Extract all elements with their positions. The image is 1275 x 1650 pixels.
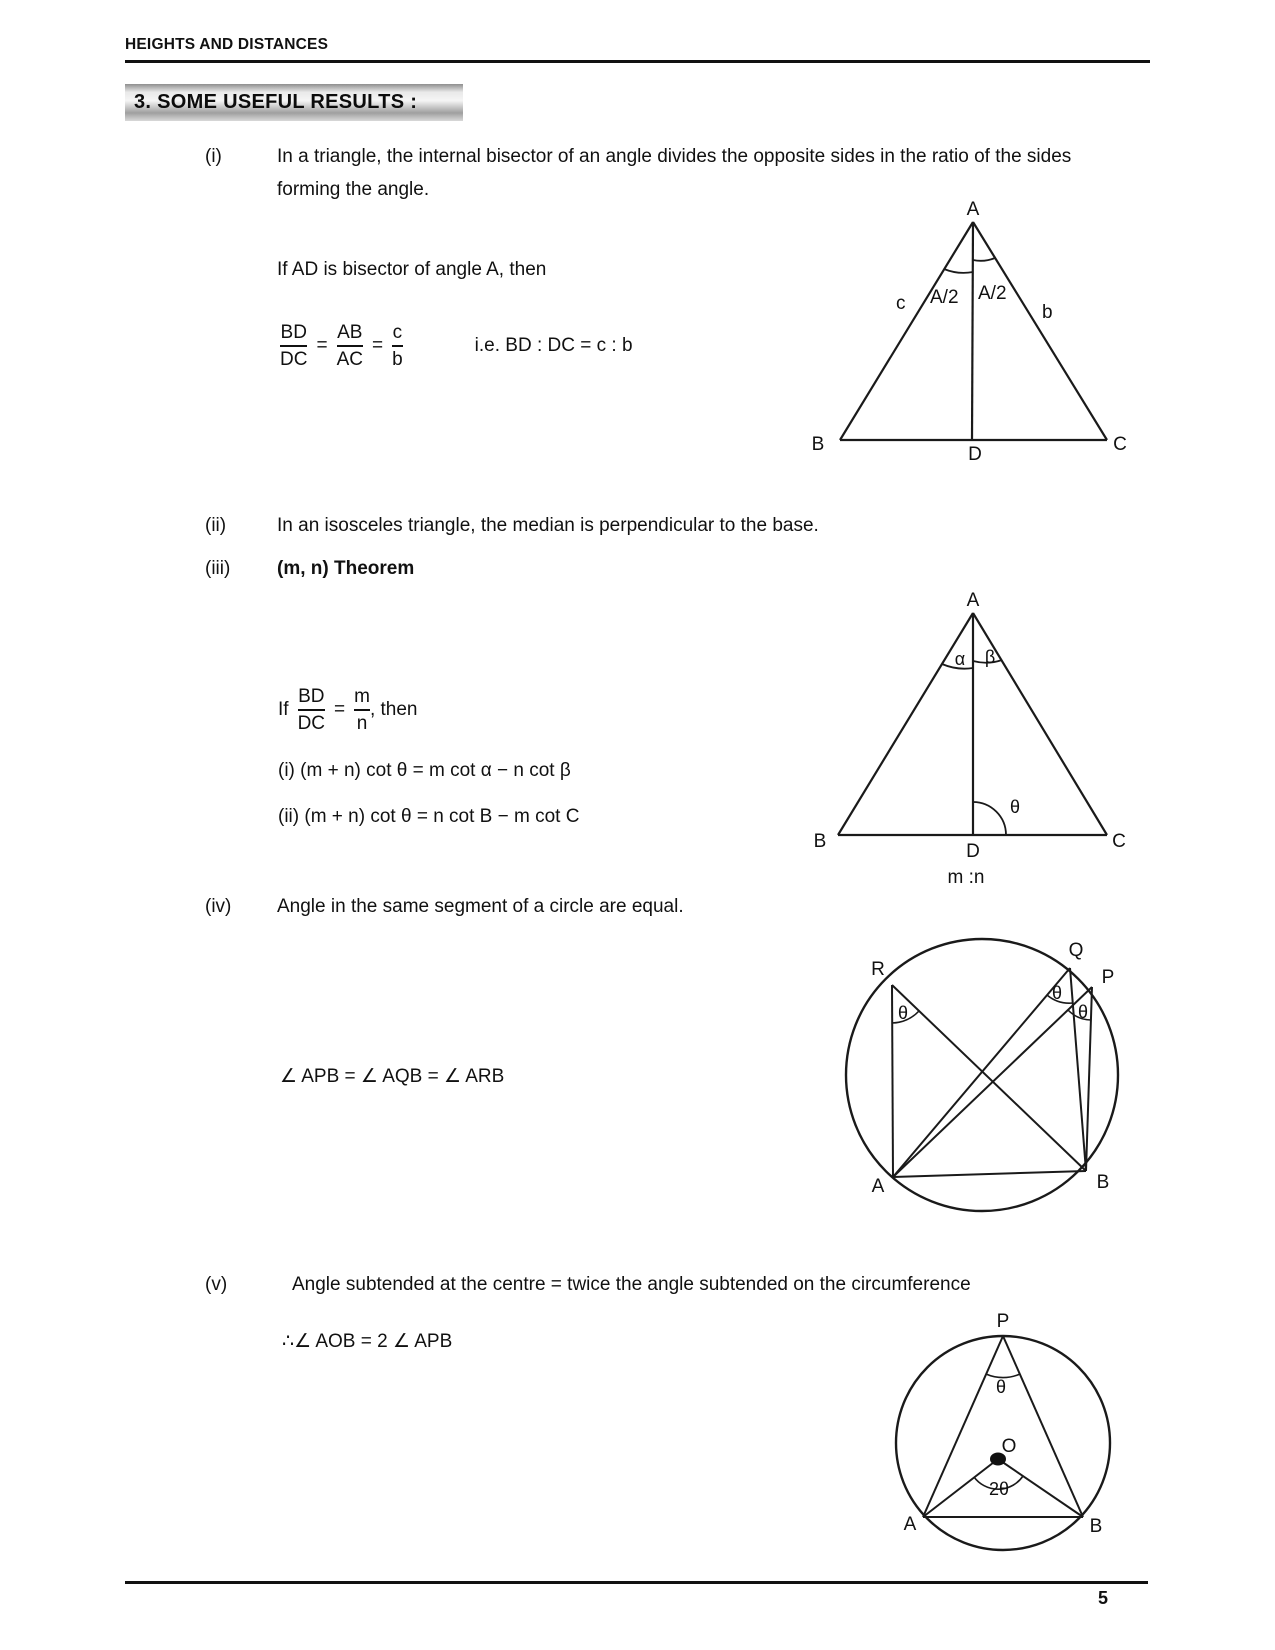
item-iv-text: Angle in the same segment of a circle are equal. [277, 896, 684, 917]
point-d-label: D [966, 841, 980, 862]
item-iii-title: (m, n) Theorem [277, 558, 415, 579]
ratio-label: m :n [947, 867, 985, 888]
vertex-a-label: A [966, 590, 980, 611]
then-word: , then [369, 699, 418, 720]
point-d-label: D [968, 444, 982, 465]
item-ii-label: (ii) [205, 515, 227, 536]
equals-sign: = [371, 335, 384, 356]
equals-sign: = [334, 699, 346, 720]
item-iii-label: (iii) [205, 558, 231, 579]
item-i-formula [280, 318, 633, 374]
footer-rule [125, 1581, 1148, 1584]
angle-arc-right [973, 258, 995, 261]
item-iii [205, 552, 414, 585]
theta-q-label: θ [1051, 983, 1063, 1003]
same-segment-circle-diagram [790, 885, 1135, 1225]
point-a-label: A [903, 1514, 917, 1535]
if-word: If [278, 699, 289, 720]
chord-ra [892, 985, 893, 1177]
item-i-text: In a triangle, the internal bisector of an angle divides the opposite sides in the ratio of the sides forming the angle. [277, 146, 1077, 200]
side-ac [973, 222, 1107, 440]
page-header-title: HEIGHTS AND DISTANCES [125, 36, 329, 53]
fraction-bar [280, 345, 307, 347]
side-c-label: c [896, 293, 906, 314]
point-b-label: B [1096, 1172, 1110, 1193]
item-iv-label: (iv) [205, 896, 232, 917]
side-ab [838, 613, 973, 835]
vertex-a-label: A [966, 199, 980, 220]
angle-arc-theta [973, 802, 1006, 835]
bisector-ad [972, 222, 973, 440]
item-v-text: Angle subtended at the centre = twice the angle subtended on the circumference [292, 1274, 971, 1295]
fraction-bar [354, 709, 370, 711]
angle-bisector-triangle-diagram [770, 185, 1140, 475]
fraction-bd-dc: $\frac{BD}{DC}$ [280, 322, 308, 370]
chord-ab [893, 1171, 1086, 1177]
theta-r-label: θ [897, 1003, 909, 1023]
chord-qa [893, 968, 1070, 1177]
centre-angle-circle-diagram [875, 1305, 1135, 1575]
item-v-label: (v) [205, 1274, 228, 1295]
section-title-bar [125, 84, 463, 121]
item-v [205, 1268, 1092, 1301]
angle-arc-left [944, 269, 973, 273]
point-p-label: P [1101, 967, 1115, 988]
point-r-label: R [871, 959, 885, 980]
point-b-label: B [1089, 1516, 1103, 1537]
item-iv-equation: ∠ APB = ∠ AQB = ∠ ARB [280, 1066, 505, 1087]
circle [846, 939, 1118, 1211]
beta-label: β [984, 647, 996, 667]
mn-theorem-equation-2: (ii) (m + n) cot θ = n cot B − m cot C [278, 806, 580, 827]
item-v-equation: ∴∠ AOB = 2 ∠ APB [282, 1331, 453, 1352]
vertex-c-label: C [1113, 434, 1127, 455]
page-number: 5 [1098, 1588, 1109, 1608]
fraction-bar [298, 709, 325, 711]
fraction-bar [392, 345, 403, 347]
item-ii-text: In an isosceles triangle, the median is perpendicular to the base. [277, 515, 819, 536]
side-ab [840, 222, 973, 440]
item-i-conclusion: i.e. BD : DC = c : b [474, 335, 633, 356]
fraction-m-n: $\frac{m}{n}$ [354, 686, 370, 734]
point-p-label: P [996, 1311, 1010, 1332]
fraction-c-b: $\frac{c}{b}$ [392, 322, 403, 370]
half-angle-left-label: A/2 [930, 287, 959, 308]
fraction-bd-dc: $\frac{BD}{DC}$ [297, 686, 326, 734]
point-q-label: Q [1068, 940, 1084, 961]
vertex-b-label: B [813, 831, 827, 852]
theta-label: θ [1009, 797, 1021, 817]
two-theta-label: 2θ [988, 1479, 1010, 1499]
mn-theorem-triangle-diagram [770, 565, 1140, 900]
theta-p-label: θ [1077, 1002, 1089, 1022]
header-rule [125, 60, 1150, 63]
theta-label: θ [995, 1377, 1007, 1397]
centre-o-label: O [1001, 1436, 1017, 1457]
item-i-label: (i) [205, 146, 222, 167]
half-angle-right-label: A/2 [978, 283, 1007, 304]
chord-qb [1070, 968, 1089, 1171]
vertex-b-label: B [811, 434, 825, 455]
item-i-condition: If AD is bisector of angle A, then [277, 259, 547, 280]
vertex-c-label: C [1112, 831, 1126, 852]
side-b-label: b [1042, 302, 1053, 323]
section-title: 3. SOME USEFUL RESULTS : [134, 91, 418, 113]
equals-sign: = [316, 335, 328, 356]
point-a-label: A [871, 1176, 885, 1197]
item-ii [205, 509, 1117, 542]
item-iii-condition [278, 682, 418, 738]
mn-theorem-equation-1: (i) (m + n) cot θ = m cot α − n cot β [278, 760, 571, 781]
fraction-bar [337, 345, 363, 347]
fraction-ab-ac: $\frac{AB}{AC}$ [336, 322, 363, 370]
alpha-label: α [954, 649, 966, 669]
